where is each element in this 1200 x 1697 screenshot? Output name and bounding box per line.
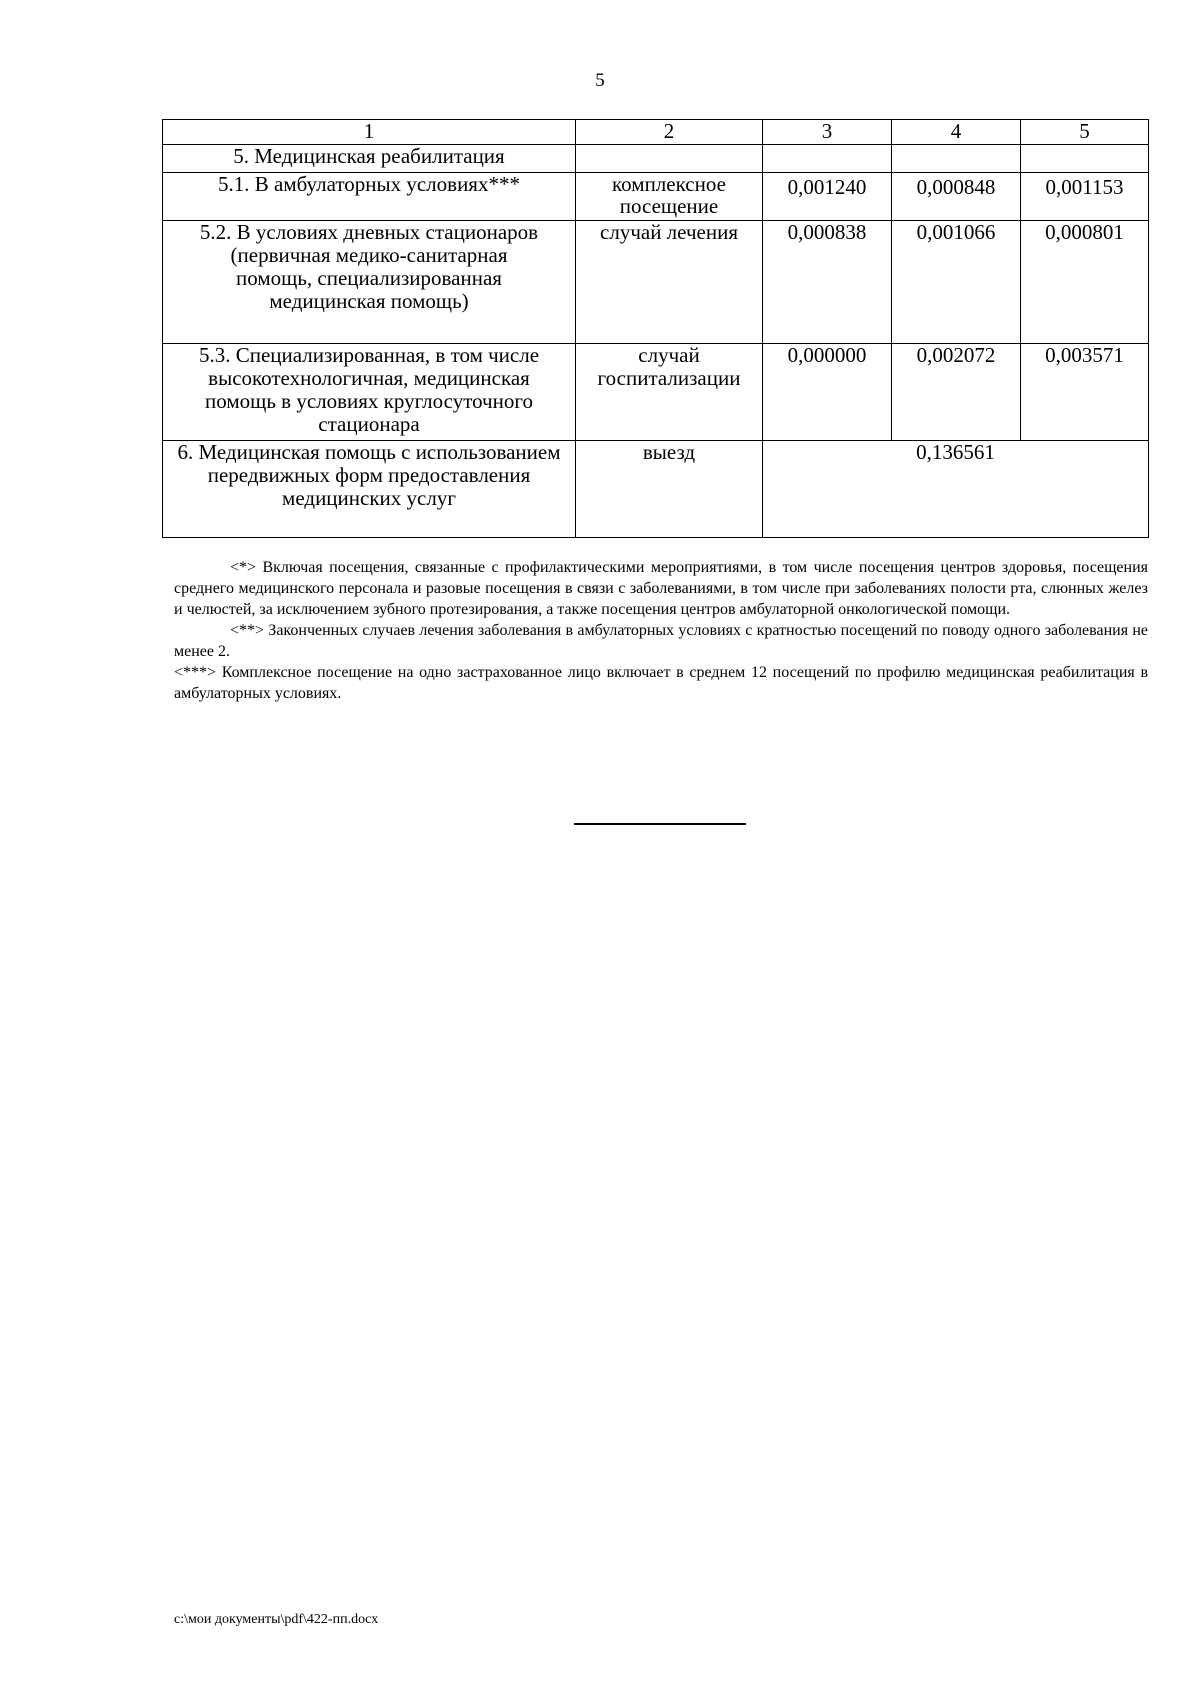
table-row bbox=[163, 173, 1149, 221]
table-row bbox=[163, 344, 1149, 441]
row-value-4: 0,002072 bbox=[892, 344, 1021, 441]
row-value-3: 0,000838 bbox=[763, 221, 892, 344]
row-name: 6. Медицинская помощь с использованием передвижных форм предоставления медицинских услуг bbox=[163, 441, 576, 538]
row-unit: случай лечения bbox=[576, 221, 763, 344]
table-header-row bbox=[163, 120, 1149, 145]
header-cell-1: 1 bbox=[163, 120, 576, 145]
row-value-5: 0,003571 bbox=[1021, 344, 1149, 441]
row-unit: случай госпитализации bbox=[576, 344, 763, 441]
table-row bbox=[163, 145, 1149, 173]
row-value-4: 0,001066 bbox=[892, 221, 1021, 344]
row-name: 5.1. В амбулаторных условиях*** bbox=[163, 173, 576, 221]
row-value-5 bbox=[1021, 145, 1149, 173]
row-name: 5.2. В условиях дневных стационаров (первичная медико-санитарная помощь, специализированная медицинская помощь) bbox=[163, 221, 576, 344]
row-value-3 bbox=[763, 145, 892, 173]
header-cell-2: 2 bbox=[576, 120, 763, 145]
row-name: 5. Медицинская реабилитация bbox=[163, 145, 576, 173]
header-cell-3: 3 bbox=[763, 120, 892, 145]
footnotes bbox=[174, 557, 1148, 704]
indicators-table bbox=[162, 119, 1149, 538]
row-value-4: 0,000848 bbox=[892, 173, 1021, 221]
page-number: 5 bbox=[595, 70, 605, 91]
row-unit bbox=[576, 145, 763, 173]
row-name: 5.3. Специализированная, в том числе высокотехнологичная, медицинская помощь в условиях круглосуточного стационара bbox=[163, 344, 576, 441]
header-cell-5: 5 bbox=[1021, 120, 1149, 145]
end-separator-line bbox=[574, 823, 746, 825]
header-cell-4: 4 bbox=[892, 120, 1021, 145]
row-value-3: 0,000000 bbox=[763, 344, 892, 441]
footnote-2: <**> Законченных случаев лечения заболевания в амбулаторных условиях с кратностью посещений по поводу одного заболевания не менее 2. bbox=[174, 622, 1148, 660]
row-merged-value: 0,136561 bbox=[763, 441, 1149, 538]
row-value-5: 0,000801 bbox=[1021, 221, 1149, 344]
row-unit: выезд bbox=[576, 441, 763, 538]
footnote-3: <***> Комплексное посещение на одно застрахованное лицо включает в среднем 12 посещений по профилю медицинская реабилитация в амбулаторных условиях. bbox=[174, 664, 1148, 702]
row-value-3: 0,001240 bbox=[763, 173, 892, 221]
footnote-1: <*> Включая посещения, связанные с профилактическими мероприятиями, в том числе посещения центров здоровья, посещения среднего медицинского персонала и разовые посещения в связи с заболеваниями, в том числе при заболеваниях полости рта, слюнных желез и челюстей, за исключением зубного протезирования, а также посещения центров амбулаторной онкологической помощи. bbox=[174, 559, 1148, 618]
row-value-5: 0,001153 bbox=[1021, 173, 1149, 221]
row-value-4 bbox=[892, 145, 1021, 173]
table-row bbox=[163, 441, 1149, 538]
file-path: c:\мои документы\pdf\422-пп.docx bbox=[174, 1612, 379, 1627]
table-row bbox=[163, 221, 1149, 344]
row-unit: комплексное посещение bbox=[576, 173, 763, 221]
